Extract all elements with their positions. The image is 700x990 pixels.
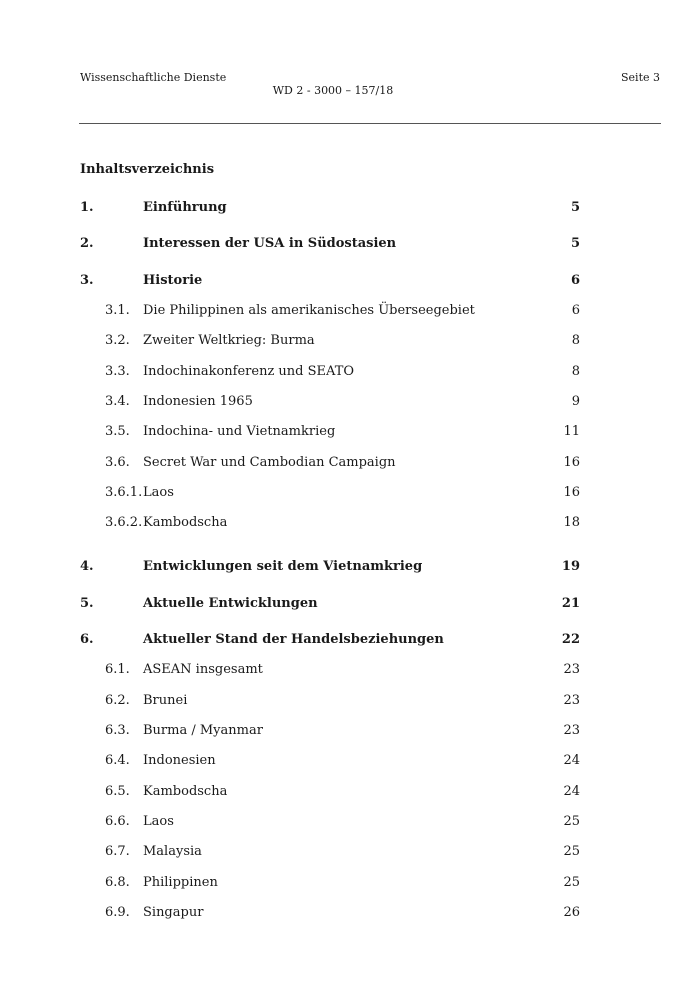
toc-entry-page: 21 xyxy=(561,596,580,611)
toc-entry-number: 6. xyxy=(80,632,94,647)
toc-entry[interactable] xyxy=(0,453,700,473)
toc-entry-title: Singapur xyxy=(143,905,204,920)
toc-entry-page: 19 xyxy=(561,559,580,574)
toc-entry-title: ASEAN insgesamt xyxy=(143,662,263,677)
toc-entry-title: Burma / Myanmar xyxy=(143,723,263,738)
toc-entry-number: 6.1. xyxy=(105,662,130,677)
toc-entry-title: Indochina- und Vietnamkrieg xyxy=(143,424,336,439)
toc-entry-number: 2. xyxy=(80,236,94,251)
toc-entry-number: 6.5. xyxy=(105,784,130,799)
toc-entry[interactable] xyxy=(0,594,700,614)
toc-entry[interactable] xyxy=(0,721,700,741)
toc-entry[interactable] xyxy=(0,812,700,832)
toc-entry-title: Philippinen xyxy=(143,875,218,890)
toc-entry-page: 5 xyxy=(570,200,580,215)
toc-entry-page: 23 xyxy=(563,693,580,708)
toc-entry-page: 23 xyxy=(563,723,580,738)
toc-entry-title: Aktuelle Entwicklungen xyxy=(143,596,318,611)
toc-entry-number: 3.3. xyxy=(105,364,130,379)
toc-entry-page: 22 xyxy=(561,632,580,647)
toc-entry-page: 25 xyxy=(563,814,580,829)
toc-entry-page: 16 xyxy=(563,485,580,500)
toc-entry-page: 24 xyxy=(563,784,580,799)
toc-entry-number: 3.2. xyxy=(105,333,130,348)
toc-entry[interactable] xyxy=(0,751,700,771)
toc-entry[interactable] xyxy=(0,422,700,442)
toc-entry-title: Indochinakonferenz und SEATO xyxy=(143,364,355,379)
toc-entry-page: 5 xyxy=(570,236,580,251)
toc-entry-page: 11 xyxy=(563,424,580,439)
toc-entry-title: Zweiter Weltkrieg: Burma xyxy=(143,333,315,348)
toc-entry[interactable] xyxy=(0,660,700,680)
toc-entry-page: 8 xyxy=(571,364,580,379)
toc-entry-number: 5. xyxy=(80,596,94,611)
header-document-number: WD 2 - 3000 – 157/18 xyxy=(272,84,394,97)
toc-entry[interactable] xyxy=(0,557,700,577)
toc-entry-number: 6.6. xyxy=(105,814,130,829)
toc-entry[interactable] xyxy=(0,362,700,382)
toc-entry-number: 1. xyxy=(80,200,94,215)
toc-entry-number: 6.8. xyxy=(105,875,130,890)
toc-entry-number: 4. xyxy=(80,559,94,574)
toc-entry-page: 9 xyxy=(571,394,580,409)
toc-entry[interactable] xyxy=(0,392,700,412)
toc-entry-page: 26 xyxy=(563,905,580,920)
toc-entry-title: Historie xyxy=(143,273,203,288)
toc-entry-title: Malaysia xyxy=(143,844,202,859)
toc-entry[interactable] xyxy=(0,234,700,254)
toc-entry-number: 3.5. xyxy=(105,424,130,439)
toc-entry-title: Kambodscha xyxy=(143,784,228,799)
toc-entry-number: 6.7. xyxy=(105,844,130,859)
header-department: Wissenschaftliche Dienste xyxy=(80,71,227,84)
toc-entry-title: Einführung xyxy=(143,200,227,215)
toc-entry[interactable] xyxy=(0,903,700,923)
toc-entry-title: Indonesien 1965 xyxy=(143,394,253,409)
toc-entry-number: 3.4. xyxy=(105,394,130,409)
toc-entry[interactable] xyxy=(0,301,700,321)
toc-entry[interactable] xyxy=(0,198,700,218)
toc-entry-page: 6 xyxy=(570,273,580,288)
toc-entry-number: 6.9. xyxy=(105,905,130,920)
toc-entry-title: Brunei xyxy=(143,693,188,708)
toc-entry-title: Interessen der USA in Südostasien xyxy=(143,236,397,251)
toc-entry-page: 6 xyxy=(571,303,580,318)
toc-entry-number: 3.1. xyxy=(105,303,130,318)
toc-heading: Inhaltsverzeichnis xyxy=(80,162,215,177)
toc-entry-page: 18 xyxy=(563,515,580,530)
toc-entry-title: Laos xyxy=(143,814,174,829)
toc-entry-number: 6.4. xyxy=(105,753,130,768)
toc-entry-number: 6.3. xyxy=(105,723,130,738)
toc-entry-number: 3.6.2. xyxy=(105,515,143,530)
toc-entry[interactable] xyxy=(0,782,700,802)
toc-entry-title: Kambodscha xyxy=(143,515,228,530)
toc-entry[interactable] xyxy=(0,271,700,291)
toc-entry-title: Die Philippinen als amerikanisches Überseegebiet xyxy=(143,303,475,318)
toc-entry[interactable] xyxy=(0,842,700,862)
toc-entry-page: 24 xyxy=(563,753,580,768)
toc-entry[interactable] xyxy=(0,331,700,351)
toc-entry[interactable] xyxy=(0,513,700,533)
toc-entry[interactable] xyxy=(0,873,700,893)
toc-entry-title: Entwicklungen seit dem Vietnamkrieg xyxy=(143,559,423,574)
toc-entry-number: 6.2. xyxy=(105,693,130,708)
toc-entry-page: 16 xyxy=(563,455,580,470)
toc-entry-title: Indonesien xyxy=(143,753,216,768)
toc-entry-title: Laos xyxy=(143,485,174,500)
toc-entry-page: 25 xyxy=(563,875,580,890)
toc-entry-page: 25 xyxy=(563,844,580,859)
toc-entry[interactable] xyxy=(0,630,700,650)
toc-entry-title: Aktueller Stand der Handelsbeziehungen xyxy=(143,632,444,647)
toc-entry-title: Secret War und Cambodian Campaign xyxy=(143,455,396,470)
toc-entry-number: 3.6.1. xyxy=(105,485,143,500)
toc-entry-number: 3.6. xyxy=(105,455,130,470)
toc-entry[interactable] xyxy=(0,483,700,503)
toc-entry-page: 8 xyxy=(571,333,580,348)
toc-entry[interactable] xyxy=(0,691,700,711)
toc-entry-number: 3. xyxy=(80,273,94,288)
header-page-number: Seite 3 xyxy=(621,71,660,84)
toc-entry-page: 23 xyxy=(563,662,580,677)
